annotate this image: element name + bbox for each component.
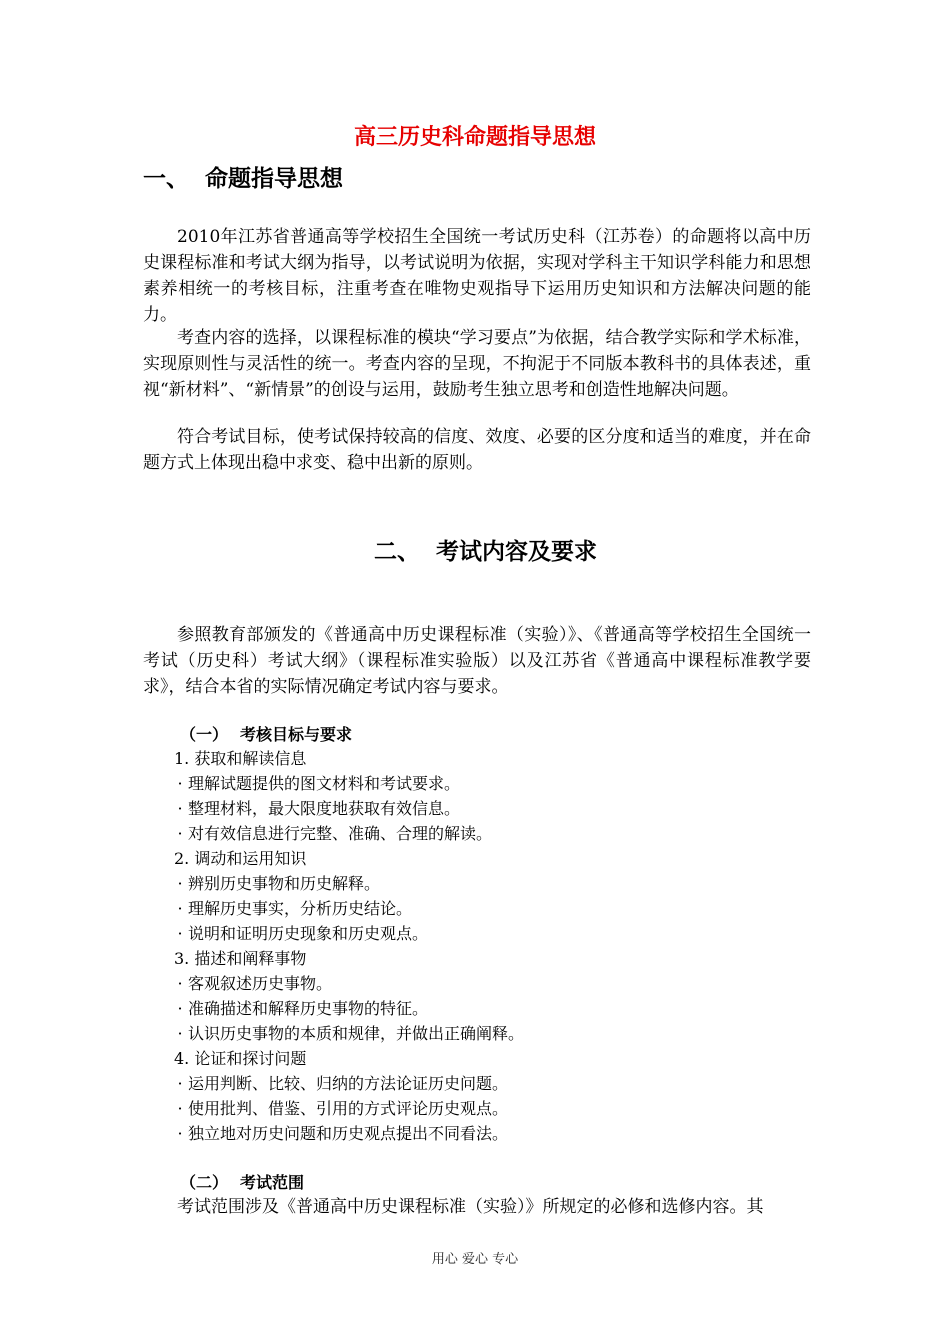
list-item: · 理解试题提供的图文材料和考试要求。 bbox=[172, 771, 524, 796]
page-footer: 用心 爱心 专心 bbox=[431, 1252, 519, 1267]
section1-paragraph-3: 符合考试目标，使考试保持较高的信度、效度、必要的区分度和适当的难度，并在命题方式上体现出稳中求变、稳中出新的原则。 bbox=[143, 427, 811, 473]
list-item: 4. 论证和探讨问题 bbox=[174, 1049, 307, 1068]
section1-heading bbox=[143, 160, 343, 193]
subsection2-text: 考试范围涉及《普通高中历史课程标准（实验）》所规定的必修和选修内容。其 bbox=[177, 1197, 764, 1217]
list-item: · 客观叙述历史事物。 bbox=[172, 971, 524, 996]
section1-title: 命题指导思想 bbox=[205, 166, 343, 192]
section2-intro: 参照教育部颁发的《普通高中历史课程标准（实验）》、《普通高等学校招生全国统一考试（历史科）考试大纲》（课程标准实验版）以及江苏省《普通高中课程标准教学要求》，结合本省的实际情况确定考试内容与要求。 bbox=[143, 625, 811, 697]
list-item: · 运用判断、比较、归纳的方法论证历史问题。 bbox=[172, 1071, 524, 1096]
subsection2-number: （二） bbox=[180, 1173, 229, 1192]
section2-number: 二、 bbox=[374, 539, 420, 565]
list-item: · 整理材料，最大限度地获取有效信息。 bbox=[172, 796, 524, 821]
section1-number: 一、 bbox=[143, 166, 189, 192]
list-item: · 说明和证明历史现象和历史观点。 bbox=[172, 921, 524, 946]
section2-heading bbox=[374, 533, 597, 566]
objectives-list bbox=[172, 746, 524, 1146]
subsection1-heading bbox=[180, 722, 352, 745]
subsection1-title: 考核目标与要求 bbox=[240, 725, 353, 744]
list-item: · 独立地对历史问题和历史观点提出不同看法。 bbox=[172, 1121, 524, 1146]
subsection1-number: （一） bbox=[180, 725, 229, 744]
list-item: · 使用批判、借鉴、引用的方式评论历史观点。 bbox=[172, 1096, 524, 1121]
section1-paragraph-1: 2010年江苏省普通高等学校招生全国统一考试历史科（江苏卷）的命题将以高中历史课程标准和考试大纲为指导，以考试说明为依据，实现对学科主干知识学科能力和思想素养相统一的考核目标，注重考查在唯物史观指导下运用历史知识和方法解决问题的能力。 bbox=[143, 227, 811, 325]
section1-paragraph-2: 考查内容的选择，以课程标准的模块“学习要点”为依据，结合教学实际和学术标准，实现原则性与灵活性的统一。考查内容的呈现，不拘泥于不同版本教科书的具体表述，重视“新材料”、“新情景”的创设与运用，鼓励考生独立思考和创造性地解决问题。 bbox=[143, 328, 811, 400]
list-item: 2. 调动和运用知识 bbox=[174, 849, 307, 868]
subsection2-heading bbox=[180, 1170, 304, 1193]
section2-title: 考试内容及要求 bbox=[436, 539, 597, 565]
list-item: 3. 描述和阐释事物 bbox=[174, 949, 307, 968]
list-item: · 理解历史事实，分析历史结论。 bbox=[172, 896, 524, 921]
list-item: · 准确描述和解释历史事物的特征。 bbox=[172, 996, 524, 1021]
list-item: · 辨别历史事物和历史解释。 bbox=[172, 871, 524, 896]
subsection2-title: 考试范围 bbox=[240, 1173, 305, 1192]
list-item: · 认识历史事物的本质和规律，并做出正确阐释。 bbox=[172, 1021, 524, 1046]
document-title: 高三历史科命题指导思想 bbox=[353, 125, 596, 150]
list-item: · 对有效信息进行完整、准确、合理的解读。 bbox=[172, 821, 524, 846]
list-item: 1. 获取和解读信息 bbox=[174, 749, 307, 768]
